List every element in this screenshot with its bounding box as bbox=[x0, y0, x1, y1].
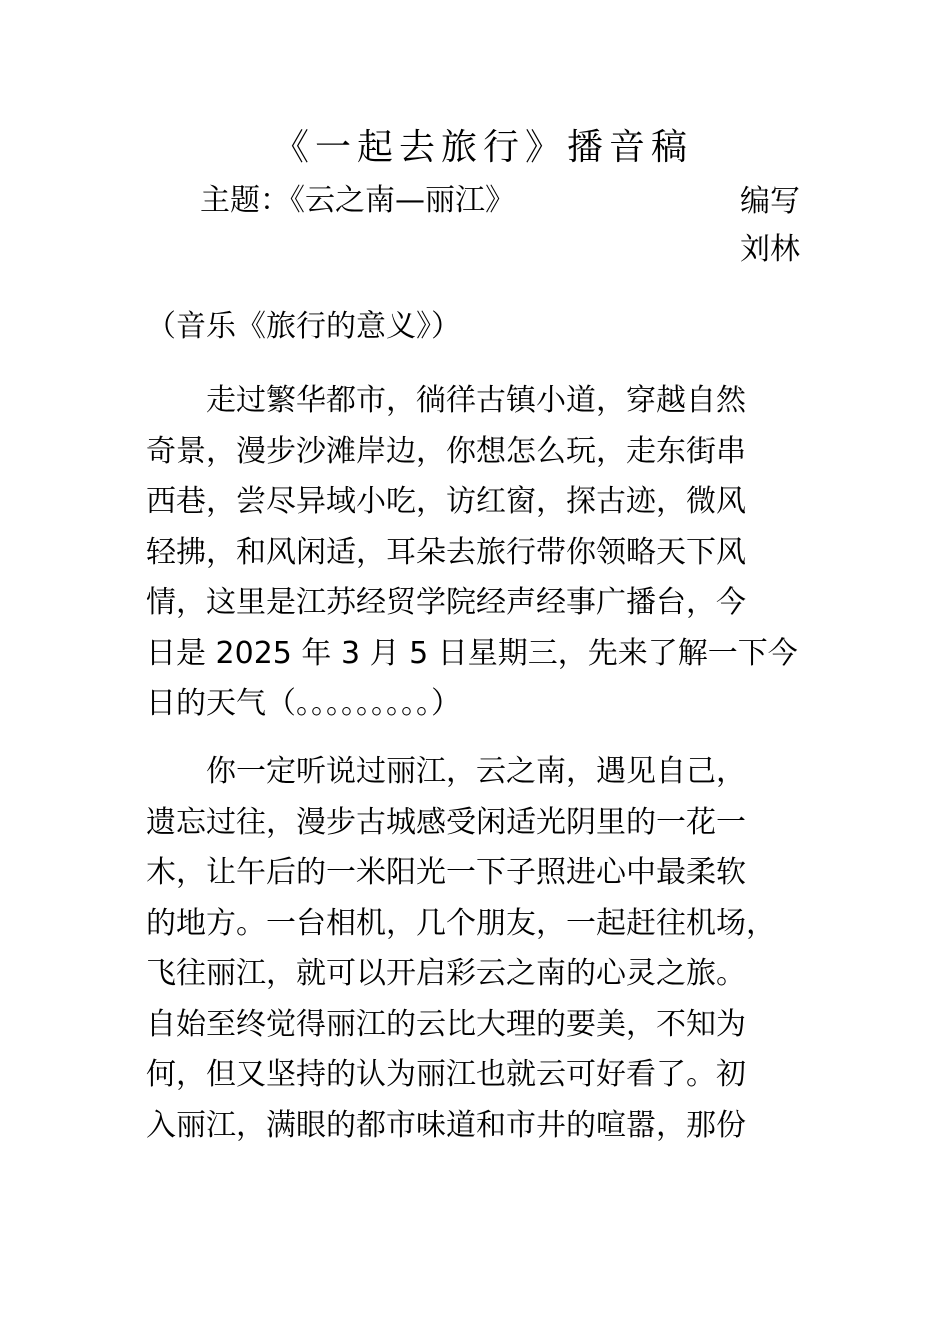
paragraph-line: 你一定听说过丽江，云之南，遇见自己， bbox=[206, 754, 746, 789]
paragraph-line: 入丽江，满眼的都市味道和市井的喧嚣，那份 bbox=[146, 1107, 746, 1143]
paragraph-line: 遗忘过往，漫步古城感受闲适光阴里的一花一 bbox=[146, 804, 746, 840]
paragraph-line: 自始至终觉得丽江的云比大理的要美，不知为 bbox=[146, 1006, 746, 1042]
paragraph-line: 奇景，漫步沙滩岸边，你想怎么玩，走东街串 bbox=[146, 433, 746, 469]
document-title: 《一起去旅行》播音稿 bbox=[272, 127, 693, 168]
paragraph-line: 西巷，尝尽异域小吃，访红窗，探古迹，微风 bbox=[146, 484, 746, 519]
paragraph-line: 日是 2025 年 3 月 5 日星期三，先来了解一下今 bbox=[146, 635, 798, 671]
author-block bbox=[740, 178, 820, 274]
paragraph-line: 情，这里是江苏经贸学院经声经事广播台，今 bbox=[146, 585, 746, 620]
paragraph-line: 走过繁华都市，徜徉古镇小道，穿越自然 bbox=[206, 383, 746, 418]
paragraph-line: 日的天气（。。。。。。。。。） bbox=[146, 686, 461, 721]
subject-line: 主题：《云之南—丽江》 bbox=[200, 183, 515, 218]
paragraph-1 bbox=[146, 376, 811, 730]
paragraph-2 bbox=[146, 747, 811, 1151]
paragraph-line: 的地方。一台相机，几个朋友，一起赶往机场， bbox=[146, 905, 776, 941]
music-note: （音乐《旅行的意义》） bbox=[146, 309, 461, 344]
paragraph-line: 何，但又坚持的认为丽江也就云可好看了。初 bbox=[146, 1057, 746, 1092]
paragraph-line: 轻拂，和风闲适，耳朵去旅行带你领略天下风 bbox=[146, 534, 746, 570]
paragraph-line: 木，让午后的一米阳光一下子照进心中最柔软 bbox=[146, 855, 746, 890]
author-name: 刘林 bbox=[740, 232, 800, 267]
paragraph-line: 飞往丽江，就可以开启彩云之南的心灵之旅。 bbox=[146, 956, 746, 991]
author-label: 编写 bbox=[740, 184, 800, 219]
